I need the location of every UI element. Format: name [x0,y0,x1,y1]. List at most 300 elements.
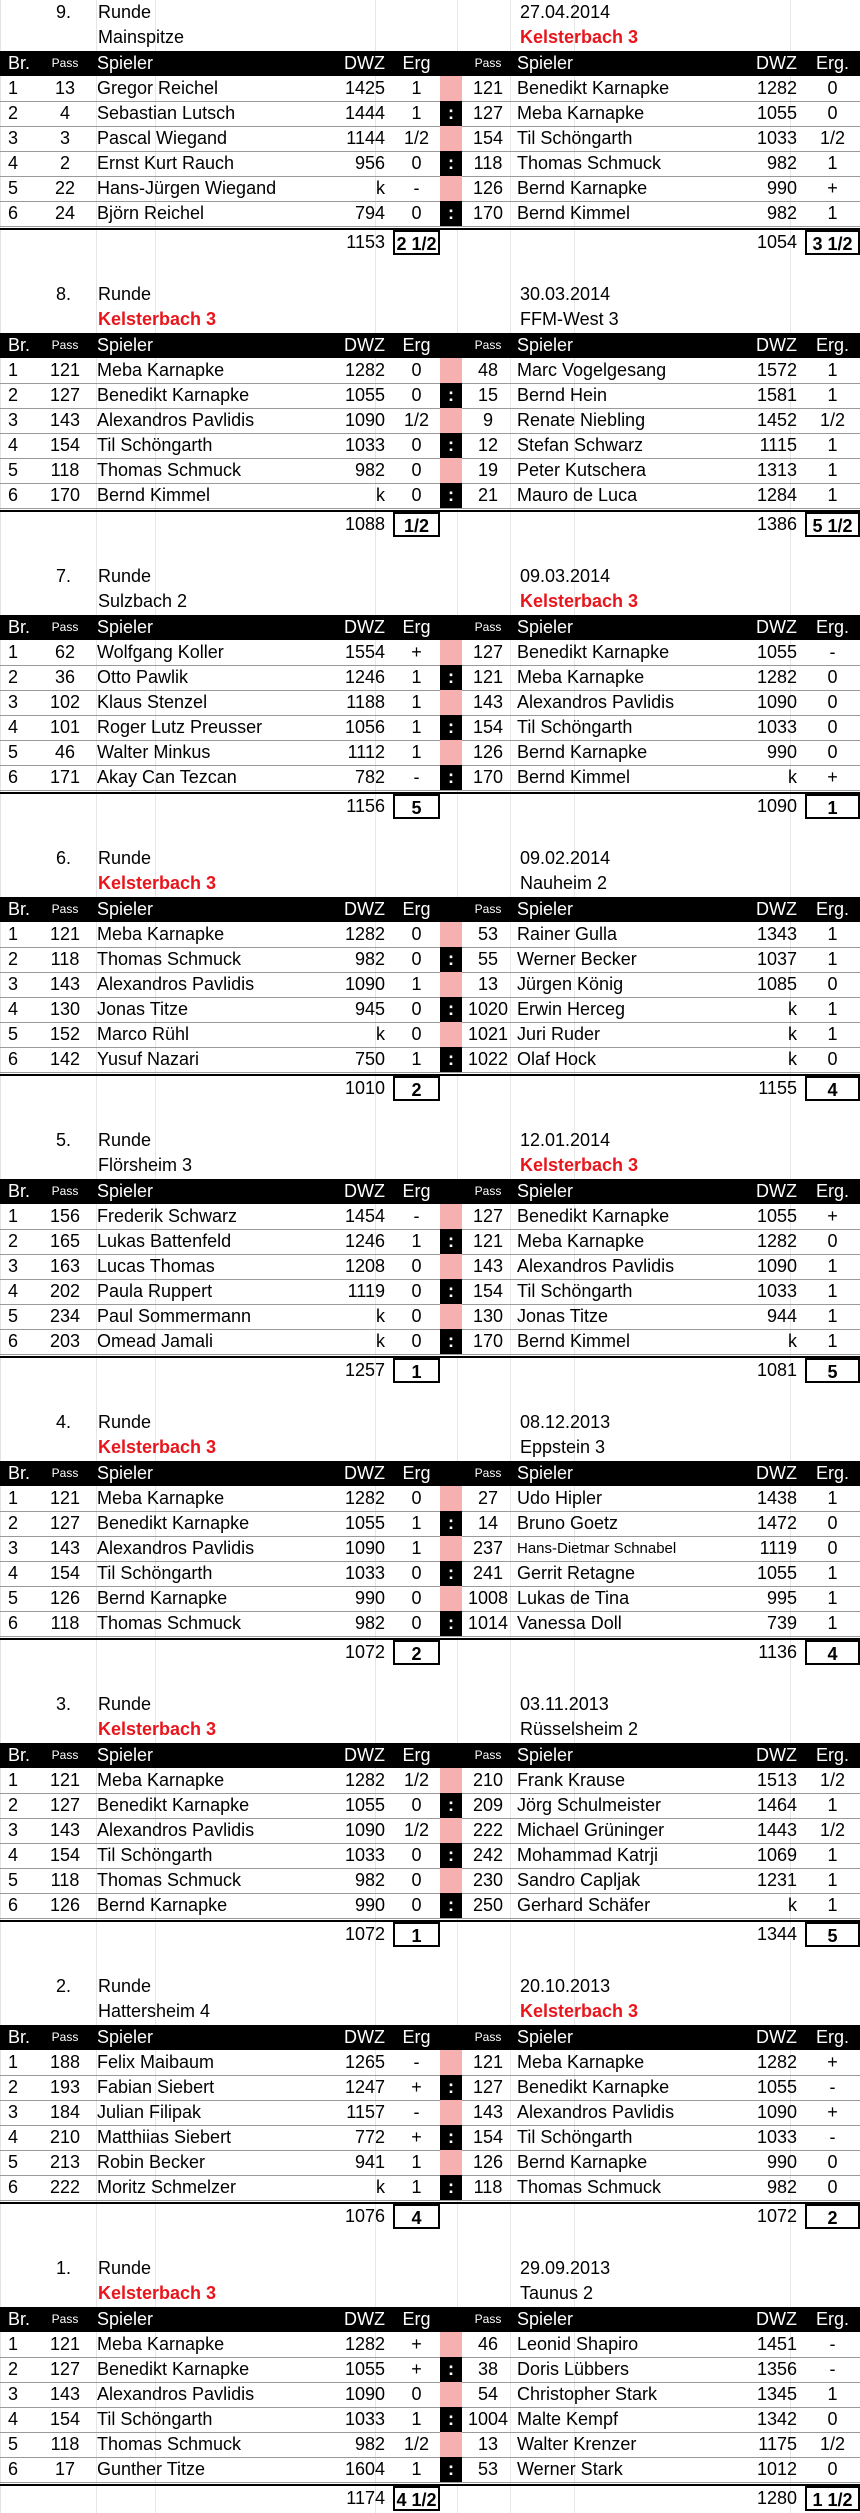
home-player: Robin Becker [97,2152,206,2172]
home-player: Lukas Battenfeld [97,1231,232,1251]
away-dwz: 1443 [756,1820,797,1840]
col-dwz-away: DWZ [756,1181,797,1201]
home-result: 0 [411,1256,422,1276]
home-pass: 154 [49,1845,81,1865]
totals-spacer [0,794,36,819]
away-player: Benedikt Karnapke [517,2077,670,2097]
col-separator [440,51,462,76]
away-team-name: Nauheim 2 [520,873,608,893]
away-result: 1 [827,2384,838,2404]
home-dwz: 1282 [344,924,385,944]
totals-spacer [440,230,462,255]
home-dwz: 982 [354,1870,385,1890]
board-number: 3 [8,128,19,148]
home-player: Alexandros Pavlidis [97,974,255,994]
away-pass: 127 [472,1206,504,1226]
board-separator [440,176,462,201]
col-br: Br. [8,1745,31,1765]
away-result: 1/2 [819,2434,846,2454]
away-total-score: 1 1/2 [805,2486,860,2511]
board-number: 4 [8,999,19,1019]
away-dwz: 1033 [756,128,797,148]
away-player: Walter Krenzer [517,2434,637,2454]
home-dwz: k [376,178,385,198]
board-row [0,2075,860,2101]
away-dwz-average: 1386 [756,514,797,534]
away-player: Til Schöngarth [517,128,633,148]
board-separator [440,1818,462,1843]
home-dwz: 1282 [344,2334,385,2354]
board-row [0,1868,860,1894]
away-dwz: 990 [766,2152,797,2172]
board-separator: : [440,1611,462,1636]
away-player: Renate Niebling [517,410,646,430]
away-player: Lukas de Tina [517,1588,630,1608]
round-block [0,0,860,282]
away-pass: 237 [472,1538,504,1558]
totals-spacer [94,2204,313,2229]
col-separator [440,2307,462,2332]
away-pass: 1020 [467,999,509,1019]
home-player: Meba Karnapke [97,924,225,944]
totals-spacer [36,1922,94,1947]
away-team-name: Kelsterbach 3 [520,2001,639,2021]
home-dwz: 1090 [344,974,385,994]
board-separator [440,1304,462,1329]
away-result: - [829,2077,836,2097]
home-dwz: 1247 [344,2077,385,2097]
away-result: + [827,767,838,787]
away-result: 0 [827,78,838,98]
home-pass: 143 [49,410,81,430]
col-dwz-away: DWZ [756,617,797,637]
away-pass: 127 [472,642,504,662]
away-total-score: 4 [805,1076,860,1101]
col-pass-away: Pass [474,338,502,352]
away-pass: 121 [472,1231,504,1251]
board-separator: : [440,715,462,740]
col-pass: Pass [51,1748,79,1762]
away-dwz-average: 1136 [758,1642,797,1662]
home-player: Gunther Titze [97,2459,206,2479]
away-result: 0 [827,717,838,737]
away-result: + [827,178,838,198]
away-team-name: Kelsterbach 3 [520,591,639,611]
away-pass: 19 [477,460,499,480]
home-result: 0 [411,924,422,944]
home-pass: 127 [49,1795,81,1815]
table-header-row [0,2307,860,2332]
totals-spacer [440,1076,462,1101]
board-row [0,383,860,409]
away-result: 1/2 [819,128,846,148]
away-player: Malte Kempf [517,2409,619,2429]
away-dwz: k [788,767,797,787]
totals-spacer [440,1358,462,1383]
home-dwz: 982 [354,2434,385,2454]
home-result: + [411,2127,422,2147]
home-team-name: Kelsterbach 3 [98,309,217,329]
totals-spacer [440,1922,462,1947]
board-row [0,1486,860,1512]
board-number: 6 [8,1895,19,1915]
col-br: Br. [8,899,31,919]
away-result: 1 [827,924,838,944]
home-player: Felix Maibaum [97,2052,215,2072]
away-dwz: 1282 [756,1231,797,1251]
col-dwz: DWZ [344,53,385,73]
away-pass: 1021 [467,1024,509,1044]
away-pass: 121 [472,2052,504,2072]
board-row [0,483,860,509]
away-dwz: 1451 [756,2334,797,2354]
away-dwz: 1472 [756,1513,797,1533]
col-pass-away: Pass [474,56,502,70]
away-dwz: 1055 [756,2077,797,2097]
home-total-score: 2 [393,1076,440,1101]
col-spieler-away: Spieler [517,1463,574,1483]
away-dwz: k [788,1895,797,1915]
away-dwz-average: 1155 [758,1078,797,1098]
home-player: Pascal Wiegand [97,128,228,148]
round-label: Runde [98,1694,152,1714]
away-pass: 121 [472,667,504,687]
match-date: 09.03.2014 [520,566,611,586]
board-row [0,201,860,227]
home-dwz-average: 1072 [344,1924,385,1944]
home-total-score: 1 [393,1922,440,1947]
away-dwz: 1037 [756,949,797,969]
col-pass-away: Pass [474,2030,502,2044]
board-number: 4 [8,1845,19,1865]
col-br: Br. [8,1463,31,1483]
col-spieler-away: Spieler [517,335,574,355]
away-team-name: Taunus 2 [520,2283,594,2303]
table-header-row [0,51,860,76]
away-player: Til Schöngarth [517,1281,633,1301]
home-player: Otto Pawlik [97,667,189,687]
board-separator: : [440,101,462,126]
home-dwz: 1090 [344,2384,385,2404]
home-pass: 121 [49,1770,81,1790]
home-result: 1/2 [403,1770,430,1790]
away-dwz-average: 1072 [756,2206,797,2226]
totals-spacer [514,794,725,819]
board-row [0,1229,860,1255]
col-pass-away: Pass [474,1466,502,1480]
home-result: 0 [411,385,422,405]
home-player: Ernst Kurt Rauch [97,153,235,173]
totals-spacer [36,1076,94,1101]
home-pass: 156 [49,1206,81,1226]
home-dwz: 750 [354,1049,385,1069]
board-number: 1 [8,78,19,98]
board-row [0,1793,860,1819]
table-header-row [0,897,860,922]
away-result: 1 [827,460,838,480]
home-total-score: 1 [393,1358,440,1383]
board-number: 6 [8,203,19,223]
away-player: Alexandros Pavlidis [517,1256,675,1276]
home-dwz: 1282 [344,1770,385,1790]
away-pass: 118 [473,153,503,173]
home-pass: 17 [54,2459,76,2479]
home-dwz: 1454 [344,1206,385,1226]
away-player: Bernd Hein [517,385,608,405]
board-number: 6 [8,767,19,787]
home-dwz: k [376,2177,385,2197]
away-player: Rainer Gulla [517,924,618,944]
home-player: Julian Filipak [97,2102,202,2122]
col-separator [440,1179,462,1204]
away-result: 1 [827,1563,838,1583]
home-player: Marco Rühl [97,1024,190,1044]
home-dwz: 1425 [344,78,385,98]
col-spieler-away: Spieler [517,53,574,73]
away-dwz: 1356 [756,2359,797,2379]
away-pass: 170 [472,767,504,787]
round-number: 6. [56,848,72,868]
home-pass: 118 [50,2434,80,2454]
home-result: 1 [411,1538,422,1558]
board-separator: : [440,1843,462,1868]
round-block [0,564,860,846]
col-pass-away: Pass [474,2312,502,2326]
away-pass: 118 [473,2177,503,2197]
away-dwz: 1231 [756,1870,797,1890]
home-dwz: 1090 [344,410,385,430]
round-block [0,1974,860,2256]
home-player: Gregor Reichel [97,78,219,98]
board-row [0,2175,860,2201]
home-result: 0 [411,1845,422,1865]
home-dwz: 1282 [344,360,385,380]
away-team-name: Kelsterbach 3 [520,27,639,47]
round-label: Runde [98,2,152,22]
board-separator: : [440,1511,462,1536]
home-result: 1/2 [403,410,430,430]
round-block [0,2256,860,2513]
col-spieler-away: Spieler [517,617,574,637]
away-pass: 154 [472,717,504,737]
away-pass: 1022 [467,1049,509,1069]
board-number: 2 [8,1231,19,1251]
away-dwz: 1282 [756,2052,797,2072]
home-player: Akay Can Tezcan [97,767,237,787]
away-dwz: 1090 [756,1256,797,1276]
col-br: Br. [8,2027,31,2047]
board-row [0,947,860,973]
away-player: Bernd Karnapke [517,2152,648,2172]
board-number: 1 [8,360,19,380]
board-row [0,101,860,127]
away-dwz: 1452 [756,410,797,430]
col-erg: Erg [402,335,431,355]
col-spieler: Spieler [97,335,154,355]
board-row [0,1022,860,1048]
home-total-score: 2 1/2 [393,230,440,255]
home-player: Benedikt Karnapke [97,2359,250,2379]
home-dwz: 1246 [344,1231,385,1251]
board-separator: : [440,2407,462,2432]
away-player: Benedikt Karnapke [517,1206,670,1226]
away-player: Stefan Schwarz [517,435,644,455]
board-row [0,176,860,202]
home-total-score: 4 1/2 [393,2486,440,2511]
away-pass: 209 [472,1795,504,1815]
home-result: 0 [411,1563,422,1583]
home-pass: 121 [49,1488,81,1508]
away-dwz: 1572 [756,360,797,380]
away-pass: 127 [472,103,504,123]
home-dwz: 990 [354,1588,385,1608]
away-result: 0 [827,1231,838,1251]
home-result: 1 [411,103,422,123]
col-dwz-away: DWZ [756,1463,797,1483]
away-result: - [829,2359,836,2379]
board-separator [440,458,462,483]
col-erg: Erg [402,1463,431,1483]
away-pass: 9 [482,410,493,430]
home-dwz-average: 1174 [346,2488,385,2508]
match-date: 09.02.2014 [520,848,611,868]
away-result: 1 [827,1588,838,1608]
away-total-score: 3 1/2 [805,230,860,255]
board-separator: : [440,997,462,1022]
round-label: Runde [98,1976,152,1996]
col-spieler-away: Spieler [517,1745,574,1765]
home-result: 1 [411,2459,422,2479]
away-player: Bernd Kimmel [517,1331,631,1351]
round-number: 7. [56,566,72,586]
board-row [0,1561,860,1587]
away-total-score: 5 1/2 [805,512,860,537]
board-separator [440,2332,462,2357]
home-pass: 130 [49,999,81,1019]
totals-row [0,510,860,537]
away-result: 0 [827,2409,838,2429]
col-erg: Erg [402,617,431,637]
home-player: Meba Karnapke [97,2334,225,2354]
away-player: Alexandros Pavlidis [517,2102,675,2122]
away-result: 1 [827,1281,838,1301]
home-dwz-average: 1153 [346,232,385,252]
col-pass-away: Pass [474,620,502,634]
home-pass: 101 [49,717,81,737]
home-player: Alexandros Pavlidis [97,2384,255,2404]
home-pass: 121 [49,924,81,944]
col-pass: Pass [51,902,79,916]
board-separator [440,922,462,947]
home-result: 1 [411,667,422,687]
away-player: Jürgen König [517,974,624,994]
away-player: Olaf Hock [517,1049,597,1069]
home-pass: 46 [54,742,76,762]
totals-spacer [462,1640,514,1665]
home-player: Benedikt Karnapke [97,385,250,405]
round-label: Runde [98,1412,152,1432]
away-pass: 21 [477,485,499,505]
board-row [0,1536,860,1562]
away-player: Meba Karnapke [517,667,645,687]
away-result: 0 [827,1513,838,1533]
away-player: Hans-Dietmar Schnabel [517,1540,677,1557]
home-dwz: 772 [354,2127,385,2147]
board-number: 2 [8,1795,19,1815]
home-player: Walter Minkus [97,742,211,762]
col-erg: Erg [402,899,431,919]
totals-row [0,2484,860,2511]
board-number: 3 [8,692,19,712]
col-br: Br. [8,335,31,355]
col-pass: Pass [51,56,79,70]
away-pass: 170 [472,203,504,223]
away-team-name: Kelsterbach 3 [520,1155,639,1175]
away-player: Peter Kutschera [517,460,647,480]
home-player: Alexandros Pavlidis [97,1538,255,1558]
home-result: - [413,1206,420,1226]
away-player: Juri Ruder [517,1024,601,1044]
board-row [0,765,860,791]
away-pass: 250 [472,1895,504,1915]
col-pass-away: Pass [474,1748,502,1762]
board-number: 5 [8,178,19,198]
board-number: 2 [8,2077,19,2097]
home-player: Alexandros Pavlidis [97,410,255,430]
board-separator: : [440,2357,462,2382]
home-pass: 127 [49,385,81,405]
col-dwz: DWZ [344,1745,385,1765]
board-separator: : [440,947,462,972]
board-separator: : [440,1793,462,1818]
totals-spacer [462,1358,514,1383]
home-pass: 2 [59,153,70,173]
board-row [0,1843,860,1869]
away-dwz: 1055 [756,1206,797,1226]
home-pass: 203 [49,1331,81,1351]
col-separator [440,2025,462,2050]
away-player: Gerhard Schäfer [517,1895,651,1915]
away-pass: 15 [477,385,499,405]
home-player: Thomas Schmuck [97,460,242,480]
col-br: Br. [8,2309,31,2329]
away-dwz: 1513 [756,1770,797,1790]
home-dwz: 1246 [344,667,385,687]
board-row [0,2125,860,2151]
col-pass: Pass [51,1184,79,1198]
round-block [0,1692,860,1974]
home-total-score: 4 [393,2204,440,2229]
home-dwz: 1033 [344,435,385,455]
home-dwz: 1144 [346,128,385,148]
board-separator: : [440,2125,462,2150]
board-row [0,358,860,384]
home-result: + [411,642,422,662]
home-pass: 202 [49,1281,81,1301]
away-pass: 46 [477,2334,499,2354]
totals-spacer [440,512,462,537]
totals-spacer [36,794,94,819]
away-player: Bernd Kimmel [517,767,631,787]
away-dwz: 982 [766,153,797,173]
home-dwz: 1112 [347,742,385,762]
totals-spacer [440,794,462,819]
home-player: Matthiias Siebert [97,2127,232,2147]
away-dwz: 990 [766,178,797,198]
home-dwz: 982 [354,1613,385,1633]
totals-spacer [462,794,514,819]
away-player: Udo Hipler [517,1488,603,1508]
